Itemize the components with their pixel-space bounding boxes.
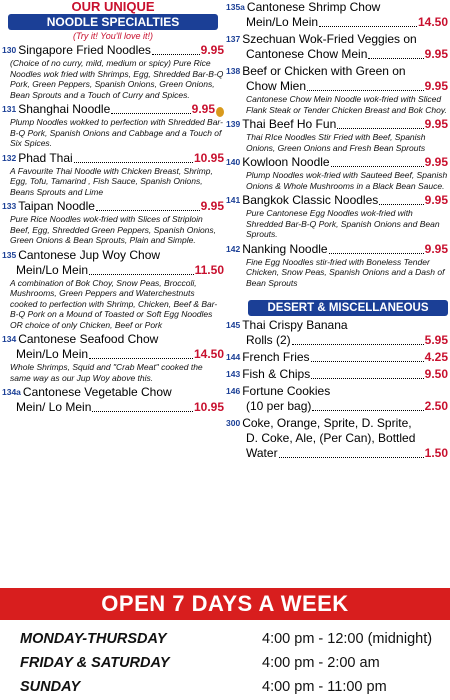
dot-leader (307, 90, 424, 91)
hours-row (0, 651, 450, 675)
dot-leader (292, 344, 424, 345)
item-description: Whole Shrimps, Squid and "Crab Meat" cooked the same way as our Jup Woy above this. (10, 362, 203, 383)
item-description: Pure Rice Noodles wok-fried with Slices of Striploin Beef, Egg, Shredded Green Peppers, Spanish Onions, Green Onions & Bean Sprouts, Plain and Simple. (10, 214, 217, 245)
section-banner-noodle: NOODLE SPECIALTIES (8, 14, 218, 30)
item-name: Fish & Chips (242, 367, 311, 381)
item-description: Plump Noodles wokked to perfection with Shredded Bar-B-Q Pork, Spanish Onions and Cabbage and a Touch of Six Spices. (10, 117, 223, 148)
item-description: Pure Cantonese Egg Noodles wok-fried with Shredded Bar-B-Q Pork, Spanish Onions and Bean Sprouts. (246, 208, 440, 239)
item-number: 135a (226, 2, 245, 12)
item-price: 9.95 (200, 43, 224, 57)
item-number: 139 (226, 119, 241, 129)
item-name: Cantonese Shrimp Chow (246, 0, 381, 14)
dot-leader (337, 128, 423, 129)
item-description: (Choice of no curry, mild, medium or spicy) Pure Rice Noodles wok fried with Shrimps, Egg, Shredded Bar-B-Q Pork, Green Peppers, Spanish Onions, Green Onions, Bean Sprouts and a Touch of Curry and Spices. (10, 58, 224, 100)
item-number: 141 (226, 195, 241, 205)
misc-item-144 (226, 350, 448, 365)
item-price: 9.95 (424, 117, 448, 131)
menu-item-135 (2, 248, 224, 331)
item-name-line3: Water (246, 446, 278, 460)
item-name: Coke, Orange, Sprite, D. Sprite, (242, 416, 412, 430)
dot-leader (368, 58, 423, 59)
menu-item-137 (226, 32, 448, 62)
item-name: Bangkok Classic Noodles (242, 193, 379, 207)
item-number: 130 (2, 45, 17, 55)
item-price: 10.95 (193, 150, 224, 165)
dot-leader (96, 210, 200, 211)
item-number: 134 (2, 334, 17, 344)
hours-time: 4:00 pm - 11:00 pm (262, 679, 387, 695)
item-price: 1.50 (424, 446, 448, 460)
item-price: 9.95 (424, 193, 448, 207)
item-number: 134a (2, 387, 21, 397)
item-number: 137 (226, 34, 241, 44)
item-number: 144 (226, 352, 241, 362)
item-name-line2: D. Coke, Ale, (Per Can), Bottled (246, 431, 416, 445)
item-description: Plump Noodles wok-fried with Sauteed Beef, Spanish Onions & Whole Mushrooms in a Black Bean Sauce. (246, 170, 448, 191)
item-name: Beef or Chicken with Green on (242, 64, 406, 78)
item-name-line2: Rolls (2) (246, 333, 291, 347)
item-price: 9.95 (424, 79, 448, 93)
menu-item-142 (226, 242, 448, 289)
hours-day: SUNDAY (20, 679, 81, 695)
item-number: 131 (2, 104, 17, 114)
dot-leader (279, 457, 424, 458)
menu-item-131 (2, 102, 224, 149)
hours-day: MONDAY-THURSDAY (20, 631, 167, 647)
item-name: Nanking Noodle (242, 241, 328, 256)
item-price: 14.50 (193, 347, 224, 361)
menu-item-141 (226, 193, 448, 240)
menu-item-134 (2, 332, 224, 383)
section-banner-desert: DESERT & MISCELLANEOUS (248, 300, 448, 316)
hours-row (0, 627, 450, 651)
item-description: A combination of Bok Choy, Snow Peas, Broccoli, Mushrooms, Green Peppers and Waterchestnuts cooked to perfection with Shrimp, Chicken, Beef & Bar-B-Q Pork on a Mound of Toasted or Soft Egg Noodles OR choice of only Chicken, Beef or Pork (10, 277, 218, 330)
item-name: Szechuan Wok-Fried Veggies on (242, 32, 417, 46)
item-price: 2.50 (424, 399, 448, 413)
dot-leader (311, 378, 423, 379)
item-price: 10.95 (193, 400, 224, 414)
hours-time: 4:00 pm - 12:00 (midnight) (262, 631, 433, 647)
dot-leader (311, 361, 424, 362)
dot-leader (329, 253, 424, 254)
item-name: French Fries (242, 350, 310, 364)
item-name: Cantonese Jup Woy Chow (18, 247, 161, 262)
item-name-line2: Mein/Lo Mein (246, 15, 319, 29)
dot-leader (312, 410, 423, 411)
misc-item-146 (226, 384, 448, 414)
dot-leader (152, 54, 200, 55)
menu-item-130 (2, 43, 224, 100)
menu-item-138 (226, 64, 448, 115)
item-number: 145 (226, 320, 241, 330)
item-name-line2: Mein/Lo Mein (16, 347, 89, 361)
item-name: Thai Beef Ho Fun (242, 117, 337, 131)
dot-leader (379, 204, 423, 205)
menu-item-134a (2, 385, 224, 415)
item-name-line2: Mein/ Lo Mein (16, 400, 92, 414)
item-name-line2: Mein/Lo Mein (16, 262, 89, 277)
item-name: Shanghai Noodle (18, 102, 111, 116)
item-name-line2: (10 per bag) (246, 399, 312, 413)
item-name: Fortune Cookies (242, 384, 331, 398)
right-column (226, 0, 448, 463)
item-price: 9.95 (424, 241, 448, 256)
item-price: 9.95 (424, 155, 448, 169)
hours-day: FRIDAY & SATURDAY (20, 655, 170, 671)
dot-leader (111, 113, 190, 114)
item-price: 9.50 (424, 367, 448, 381)
hours-time: 4:00 pm - 2:00 am (262, 655, 380, 671)
item-number: 143 (226, 369, 241, 379)
item-price: 9.95 (200, 199, 224, 213)
item-name: Cantonese Vegetable Chow (22, 385, 172, 399)
dot-leader (319, 26, 417, 27)
item-name: Taipan Noodle (18, 199, 95, 213)
item-price: 5.95 (424, 333, 448, 347)
hours-table (0, 627, 450, 699)
menu-item-133 (2, 199, 224, 246)
item-number: 132 (2, 152, 17, 163)
item-name: Phad Thai (18, 150, 73, 165)
item-number: 133 (2, 201, 17, 211)
misc-item-145 (226, 318, 448, 348)
section-title: OUR UNIQUE (71, 0, 155, 14)
item-description: Cantonese Chow Mein Noodle wok-fried with Sliced Flank Steak or Tender Chicken Breast and Bok Choy. (246, 94, 447, 115)
item-name: Kowloon Noodle (242, 155, 330, 169)
dot-leader (89, 358, 193, 359)
item-price: 9.95 (424, 47, 448, 61)
item-price: 14.50 (417, 15, 448, 29)
item-name-line2: Cantonese Chow Mein (246, 47, 368, 61)
dot-leader (331, 166, 424, 167)
item-number: 146 (226, 386, 241, 396)
misc-item-300 (226, 416, 448, 461)
item-name: Cantonese Seafood Chow (18, 332, 159, 346)
item-number: 135 (2, 249, 17, 260)
menu-item-135a (226, 0, 448, 30)
spicy-pepper-icon (216, 107, 224, 117)
open-days-banner: OPEN 7 DAYS A WEEK (0, 588, 450, 620)
item-number: 300 (226, 418, 241, 428)
left-column (0, 0, 224, 417)
item-description: Thai RIce Noodles Stir Fried with Beef, Spanish Onions, Green Onions and Fresh Bean Sprouts (246, 132, 426, 153)
item-description: A Favourite Thai Noodle with Chicken Breast, Shrimp, Egg, Tofu, Tamarind , Fish Sauce, Spanish Onions, Beans Sprouts and Lime (10, 165, 213, 197)
item-number: 142 (226, 243, 241, 254)
item-number: 138 (226, 66, 241, 76)
item-name-line2: Chow Mien (246, 79, 307, 93)
menu-item-132 (2, 151, 224, 198)
item-description: Fine Egg Noodles stir-fried with Boneless Tender Chicken, Snow Peas, Spanish Onions and a Dash of Bean Sprouts (246, 256, 445, 288)
item-number: 140 (226, 157, 241, 167)
item-name: Thai Crispy Banana (242, 318, 348, 332)
menu-item-139 (226, 117, 448, 153)
dot-leader (92, 411, 193, 412)
item-price: 4.25 (424, 350, 448, 364)
menu-item-140 (226, 155, 448, 191)
section-subtitle: (Try it! You'll love it!) (73, 31, 153, 41)
item-price: 9.95 (191, 102, 215, 116)
item-price: 11.50 (194, 262, 224, 277)
hours-row (0, 675, 450, 699)
misc-item-143 (226, 367, 448, 382)
dot-leader (74, 162, 193, 163)
dot-leader (89, 274, 194, 275)
item-name: Singapore Fried Noodles (18, 43, 151, 57)
